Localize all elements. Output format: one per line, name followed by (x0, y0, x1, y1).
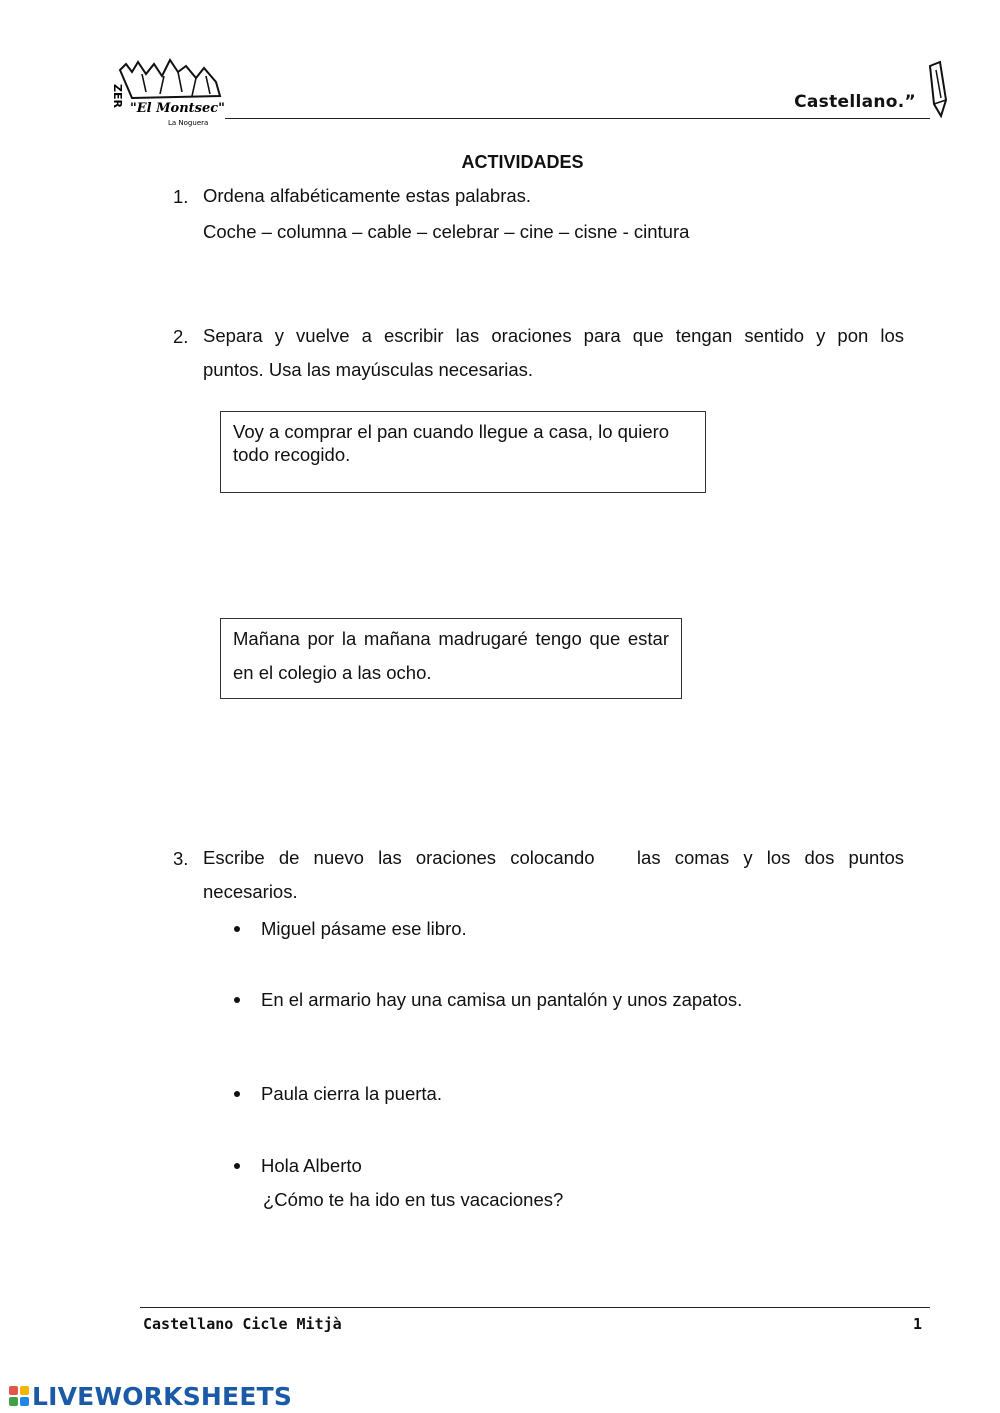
question-1-text: Ordena alfabéticamente estas palabras. (203, 185, 532, 206)
header-title: Castellano.” (794, 92, 916, 112)
mountain-logo-icon (112, 58, 224, 128)
liveworksheets-brand[interactable] (8, 1382, 292, 1410)
question-2-line2: puntos. Usa las mayúsculas necesarias. (203, 359, 534, 380)
sentence-box-2: Mañana por la mañana madrugaré tengo que estar en el colegio a las ocho. (220, 618, 682, 699)
question-1-words: Coche – columna – cable – celebrar – cine – cisne - cintura (203, 221, 690, 242)
list-item: Miguel pásame ese libro. (261, 918, 467, 939)
question-3-line1: Escribe de nuevo las oraciones colocando las comas y los dos puntos (203, 847, 904, 868)
question-3-number: 3. (173, 848, 189, 869)
page-number: 1 (913, 1315, 923, 1333)
list-item-continuation: ¿Cómo te ha ido en tus vacaciones? (263, 1189, 564, 1210)
question-2-number: 2. (173, 326, 189, 347)
bullet-icon (234, 926, 240, 932)
svg-text:ZER: ZER (112, 84, 124, 108)
section-title: ACTIVIDADES (461, 152, 584, 172)
liveworksheets-logo-icon (8, 1385, 30, 1407)
footer-divider (140, 1307, 930, 1308)
sentence-box-1: Voy a comprar el pan cuando llegue a casa, lo quiero todo recogido. (220, 411, 706, 493)
list-item: Hola Alberto (261, 1155, 362, 1176)
svg-text:"El Montsec": "El Montsec" (130, 101, 224, 116)
header-divider (225, 118, 930, 119)
brand-name: LIVEWORKSHEETS (32, 1381, 293, 1411)
list-item: Paula cierra la puerta. (261, 1083, 442, 1104)
bullet-icon (234, 997, 240, 1003)
pencil-icon (926, 60, 948, 118)
bullet-icon (234, 1091, 240, 1097)
school-logo (112, 58, 224, 128)
bullet-icon (234, 1163, 240, 1169)
footer-course: Castellano Cicle Mitjà (143, 1315, 342, 1333)
svg-text:La Noguera: La Noguera (168, 119, 209, 127)
question-2-line1: Separa y vuelve a escribir las oraciones para que tengan sentido y pon los (203, 325, 904, 346)
question-3-line2: necesarios. (203, 881, 298, 902)
question-1-number: 1. (173, 186, 189, 207)
list-item: En el armario hay una camisa un pantalón y unos zapatos. (261, 989, 743, 1010)
